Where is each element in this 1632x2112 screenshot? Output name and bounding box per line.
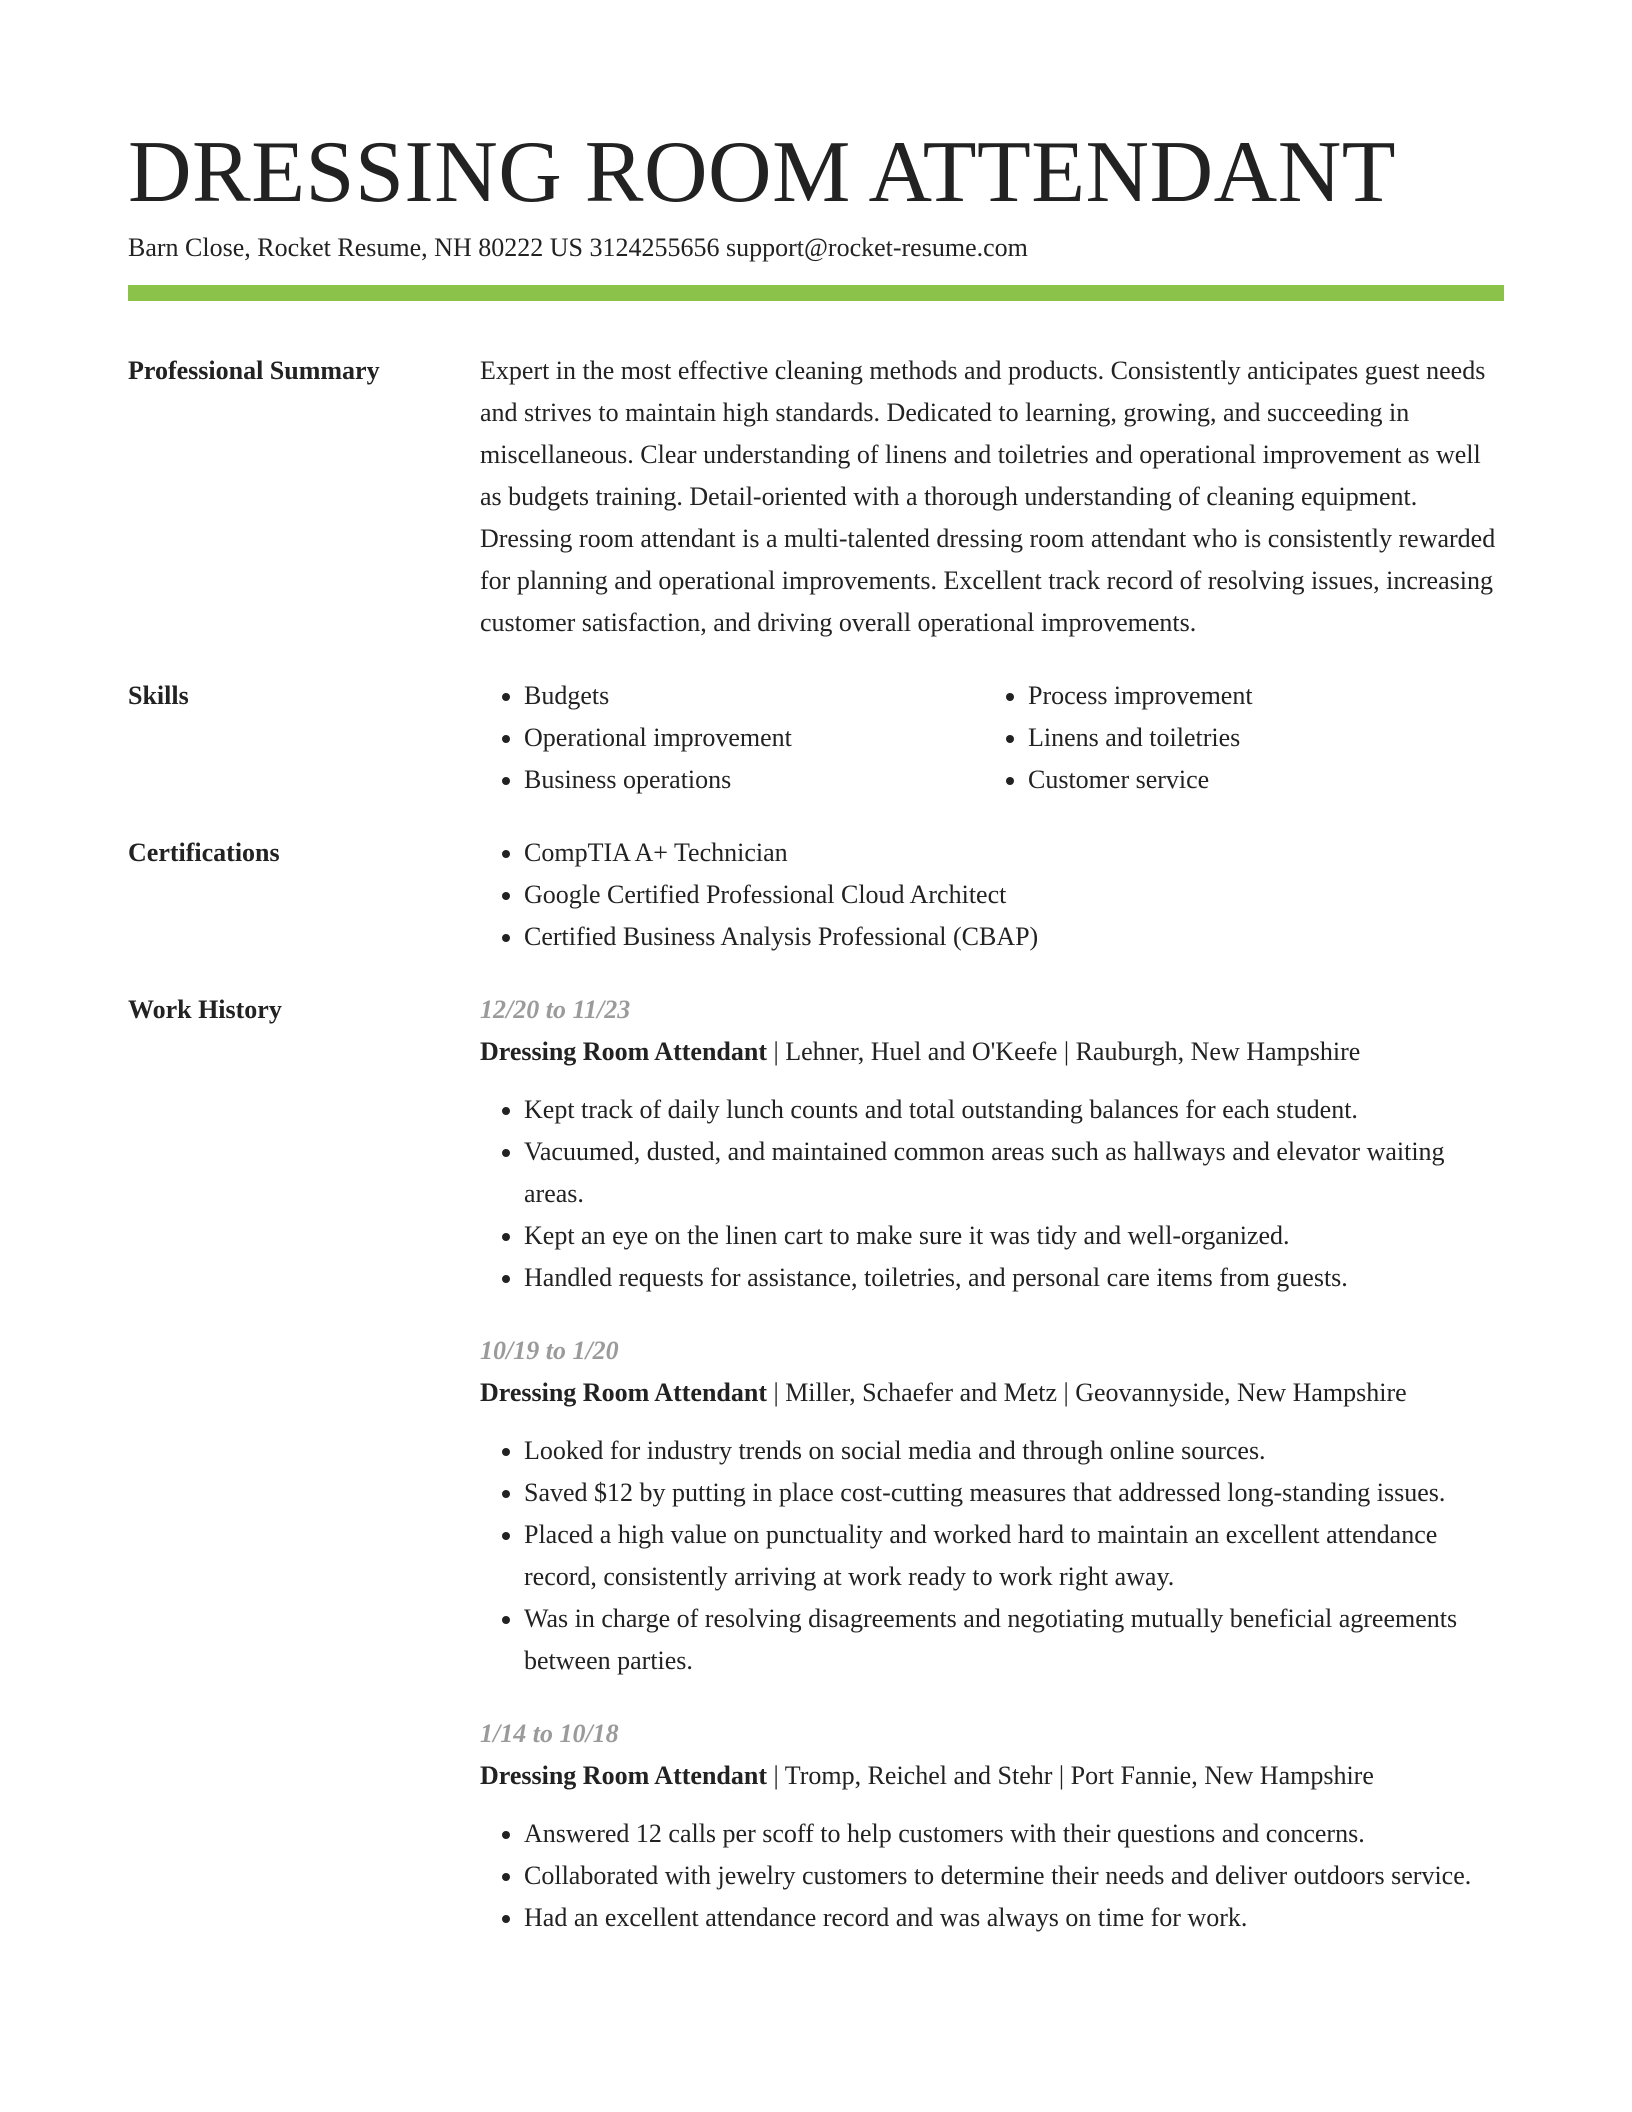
work-history-body — [480, 989, 1504, 1939]
contact-info: Barn Close, Rocket Resume, NH 80222 US 3124255656 support@rocket-resume.com — [128, 233, 1028, 262]
job-heading — [480, 1755, 1504, 1797]
skill-item: • Operational improvement — [524, 717, 984, 759]
summary-section — [128, 350, 1504, 644]
skills-column-left — [480, 675, 984, 801]
job-title: Dressing Room Attendant — [480, 1761, 767, 1790]
certifications-section — [128, 832, 1504, 958]
job-employer-location: | Lehner, Huel and O'Keefe | Rauburgh, New Hampshire — [766, 1037, 1361, 1066]
skills-column-right — [984, 675, 1548, 801]
job-heading — [480, 1031, 1504, 1073]
skill-item: • Customer service — [1028, 759, 1548, 801]
section-title-skills: Skills — [128, 681, 189, 710]
job-entry — [480, 1330, 1504, 1682]
job-dates: 1/14 to 10/18 — [480, 1719, 619, 1748]
job-bullet: • Saved $12 by putting in place cost-cutting measures that addressed long-standing issues. — [524, 1472, 1504, 1514]
certification-item: • CompTIA A+ Technician — [524, 832, 1504, 874]
job-entry — [480, 1713, 1504, 1939]
job-heading — [480, 1372, 1504, 1414]
job-dates: 10/19 to 1/20 — [480, 1336, 619, 1365]
resume-content — [128, 350, 1504, 1970]
skill-item: • Business operations — [524, 759, 984, 801]
job-title: Dressing Room Attendant — [480, 1378, 767, 1407]
certification-item: • Certified Business Analysis Professional (CBAP) — [524, 916, 1504, 958]
job-bullets — [480, 1813, 1504, 1939]
candidate-name: DRESSING ROOM ATTENDANT — [128, 124, 1396, 221]
job-dates: 12/20 to 11/23 — [480, 995, 631, 1024]
job-bullets — [480, 1430, 1504, 1682]
section-title-certifications: Certifications — [128, 838, 280, 867]
summary-text: Expert in the most effective cleaning methods and products. Consistently anticipates guest needs and strives to maintain high standards. Dedicated to learning, growing, and succeeding in miscellaneous. Clear understanding of linens and toiletries and operational improvement as well as budgets training. Detail-oriented with a thorough understanding of cleaning equipment. Dressing room attendant is a multi-talented dressing room attendant who is consistently rewarded for planning and operational improvements. Excellent track record of resolving issues, increasing customer satisfaction, and driving overall operational improvements. — [480, 356, 1496, 637]
work-history-section — [128, 989, 1504, 1939]
skills-list — [480, 675, 1548, 801]
skill-item: • Budgets — [524, 675, 984, 717]
summary-body — [480, 350, 1504, 644]
job-bullet: • Looked for industry trends on social media and through online sources. — [524, 1430, 1504, 1472]
section-title-summary: Professional Summary — [128, 356, 380, 385]
skill-item: • Linens and toiletries — [1028, 717, 1548, 759]
certifications-list — [480, 832, 1504, 958]
job-bullet: • Had an excellent attendance record and was always on time for work. — [524, 1897, 1504, 1939]
job-bullets — [480, 1089, 1504, 1299]
job-bullet: • Handled requests for assistance, toiletries, and personal care items from guests. — [524, 1257, 1504, 1299]
certification-item: • Google Certified Professional Cloud Architect — [524, 874, 1504, 916]
job-title: Dressing Room Attendant — [480, 1037, 767, 1066]
job-bullet: • Kept track of daily lunch counts and total outstanding balances for each student. — [524, 1089, 1504, 1131]
job-bullet: • Placed a high value on punctuality and worked hard to maintain an excellent attendance record, consistently arriving at work ready to work right away. — [524, 1514, 1504, 1598]
job-bullet: • Kept an eye on the linen cart to make sure it was tidy and well-organized. — [524, 1215, 1504, 1257]
job-bullet: • Was in charge of resolving disagreements and negotiating mutually beneficial agreements between parties. — [524, 1598, 1504, 1682]
job-bullet: • Collaborated with jewelry customers to determine their needs and deliver outdoors service. — [524, 1855, 1504, 1897]
job-bullet: • Vacuumed, dusted, and maintained common areas such as hallways and elevator waiting areas. — [524, 1131, 1504, 1215]
job-employer-location: | Tromp, Reichel and Stehr | Port Fannie, New Hampshire — [766, 1761, 1374, 1790]
certifications-body — [480, 832, 1504, 958]
job-entry — [480, 989, 1504, 1299]
accent-divider — [128, 285, 1504, 301]
job-bullet: • Answered 12 calls per scoff to help customers with their questions and concerns. — [524, 1813, 1504, 1855]
skills-section — [128, 675, 1504, 801]
job-employer-location: | Miller, Schaefer and Metz | Geovannyside, New Hampshire — [766, 1378, 1407, 1407]
section-title-work-history: Work History — [128, 995, 282, 1024]
skill-item: • Process improvement — [1028, 675, 1548, 717]
